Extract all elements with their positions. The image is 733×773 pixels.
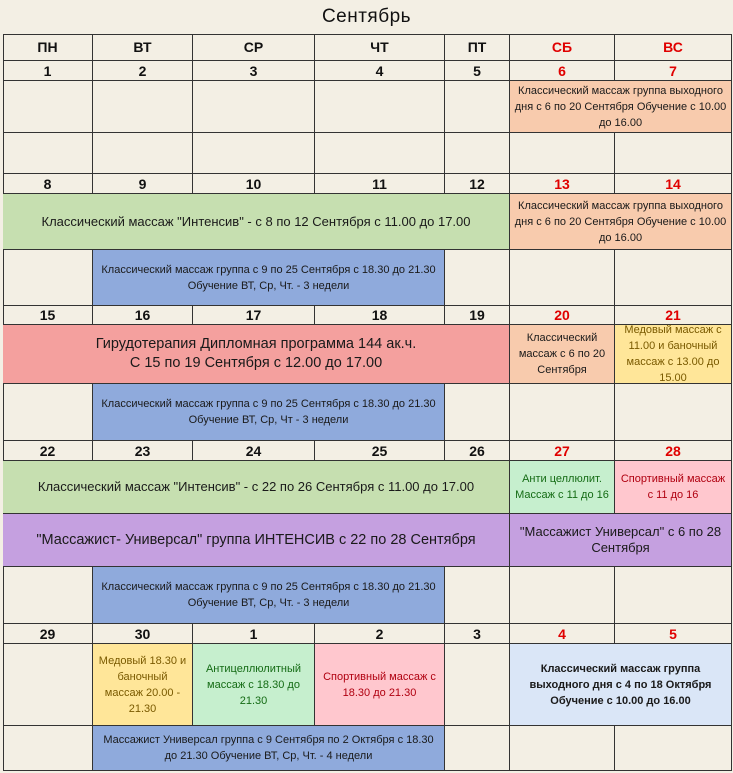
event-w3-sat-classic bbox=[510, 325, 615, 384]
day-number: 15 bbox=[3, 306, 93, 325]
empty-slot bbox=[3, 567, 93, 624]
empty-slot bbox=[445, 726, 510, 771]
day-number: 1 bbox=[3, 61, 93, 81]
event-w5-thu-sport bbox=[315, 644, 445, 726]
empty-slot bbox=[510, 133, 615, 174]
empty-slot bbox=[315, 133, 445, 174]
weekday-header: ПН bbox=[3, 34, 93, 61]
event-w2-evening-group bbox=[93, 250, 445, 306]
day-number: 4 bbox=[315, 61, 445, 81]
day-number: 23 bbox=[93, 441, 193, 461]
event-text: Классический массаж группа с 9 по 25 Сентября с 18.30 до 21.30 Обучение ВТ, Ср, Чт. - 3 недели bbox=[101, 263, 436, 292]
day-number: 5 bbox=[615, 624, 732, 644]
empty-slot bbox=[93, 81, 193, 133]
event-w5-weekend-group bbox=[510, 644, 732, 726]
event-text: Классический массаж группа с 9 по 25 Сентября с 18.30 до 21.30 Обучение ВТ, Ср, Чт. - 3 недели bbox=[101, 581, 436, 609]
weekday-header: ПТ bbox=[445, 34, 510, 61]
day-number: 24 bbox=[193, 441, 315, 461]
day-number: 2 bbox=[315, 624, 445, 644]
empty-slot bbox=[445, 81, 510, 133]
day-number: 19 bbox=[445, 306, 510, 325]
event-w5-universal-evening bbox=[93, 726, 445, 771]
day-number: 18 bbox=[315, 306, 445, 325]
event-text: Классический массаж "Интенсив" - с 22 по 26 Сентября с 11.00 до 17.00 bbox=[37, 479, 475, 494]
day-number: 5 bbox=[445, 61, 510, 81]
event-w4-sat-anticell bbox=[510, 461, 615, 514]
empty-slot bbox=[615, 567, 732, 624]
day-number: 25 bbox=[315, 441, 445, 461]
event-text: Классический массаж "Интенсив" - с 8 по 12 Сентября с 11.00 до 17.00 bbox=[41, 213, 471, 229]
day-number: 14 bbox=[615, 174, 732, 194]
day-number: 17 bbox=[193, 306, 315, 325]
day-number: 2 bbox=[93, 61, 193, 81]
empty-slot bbox=[445, 384, 510, 441]
empty-slot bbox=[510, 250, 615, 306]
empty-slot bbox=[615, 726, 732, 771]
event-text: "Массажист Универсал" с 6 по 28 Сентября bbox=[519, 524, 722, 555]
weekday-header: СБ bbox=[510, 34, 615, 61]
day-number: 7 bbox=[615, 61, 732, 81]
empty-slot bbox=[3, 133, 93, 174]
event-w5-wed-anticell bbox=[193, 644, 315, 726]
day-number: 9 bbox=[93, 174, 193, 194]
day-number: 10 bbox=[193, 174, 315, 194]
event-text-line1: Гирудотерапия Дипломная программа 144 ак.ч. bbox=[95, 336, 417, 352]
event-w1-weekend-group bbox=[510, 81, 732, 133]
month-title: Сентябрь bbox=[321, 6, 412, 27]
event-w3-sun-honey bbox=[615, 325, 732, 384]
empty-slot bbox=[445, 567, 510, 624]
weekday-header: ВС bbox=[615, 34, 732, 61]
event-text: Классический массаж группа выходного дня с 6 по 20 Сентября Обучение с 10.00 до 16.00 bbox=[514, 84, 727, 129]
day-number: 6 bbox=[510, 61, 615, 81]
empty-slot bbox=[3, 250, 93, 306]
event-text: Массажист Универсал группа с 9 Сентября по 2 Октября с 18.30 до 21.30 Обучение ВТ, Ср, Чт. - 4 недели bbox=[103, 734, 434, 762]
day-number: 3 bbox=[445, 624, 510, 644]
day-number: 16 bbox=[93, 306, 193, 325]
empty-slot bbox=[445, 133, 510, 174]
event-text-line2: С 15 по 19 Сентября с 12.00 до 17.00 bbox=[129, 355, 383, 371]
day-number: 12 bbox=[445, 174, 510, 194]
day-number: 28 bbox=[615, 441, 732, 461]
empty-slot bbox=[3, 726, 93, 771]
empty-slot bbox=[615, 384, 732, 441]
event-text: Классический массаж группа выходного дня с 6 по 20 Сентября Обучение с 10.00 до 16.00 bbox=[514, 199, 727, 244]
day-number: 8 bbox=[3, 174, 93, 194]
day-number: 1 bbox=[193, 624, 315, 644]
event-w3-evening-group bbox=[93, 384, 445, 441]
event-text: Антицеллюлитный массаж с 18.30 до 21.30 bbox=[205, 662, 302, 707]
event-text: "Массажист- Универсал" группа ИНТЕНСИВ с 22 по 28 Сентября bbox=[36, 531, 476, 548]
event-text: Спортивный массаж с 18.30 до 21.30 bbox=[323, 670, 436, 699]
event-w4-sun-sport bbox=[615, 461, 732, 514]
empty-slot bbox=[615, 250, 732, 306]
day-number: 30 bbox=[93, 624, 193, 644]
event-w4-universal-weekend bbox=[510, 514, 732, 567]
empty-slot bbox=[193, 133, 315, 174]
event-text: Классический массаж группа с 9 по 25 Сентября с 18.30 до 21.30 Обучение ВТ, Ср, Чт - 3 недели bbox=[101, 398, 436, 426]
weekday-header: ЧТ bbox=[315, 34, 445, 61]
empty-slot bbox=[3, 384, 93, 441]
day-number: 3 bbox=[193, 61, 315, 81]
day-number: 27 bbox=[510, 441, 615, 461]
empty-slot bbox=[510, 726, 615, 771]
event-text: Медовый массаж с 11.00 и баночный массаж с 13.00 до 15.00 bbox=[624, 324, 722, 384]
weekday-header: ВТ bbox=[93, 34, 193, 61]
empty-slot bbox=[615, 133, 732, 174]
empty-slot bbox=[445, 644, 510, 726]
day-number: 20 bbox=[510, 306, 615, 325]
day-number: 22 bbox=[3, 441, 93, 461]
empty-slot bbox=[193, 81, 315, 133]
day-number: 21 bbox=[615, 306, 732, 325]
empty-slot bbox=[3, 644, 93, 726]
empty-slot bbox=[510, 384, 615, 441]
weekday-header: СР bbox=[193, 34, 315, 61]
event-w2-weekend-group bbox=[510, 194, 732, 250]
event-text: Медовый 18.30 и баночный массаж 20.00 - 21.30 bbox=[98, 654, 187, 715]
event-text: Классический массаж с 6 по 20 Сентября bbox=[518, 332, 606, 376]
day-number: 4 bbox=[510, 624, 615, 644]
event-w4-evening-group bbox=[93, 567, 445, 624]
event-text: Анти целлюлит. Массаж с 11 до 16 bbox=[515, 473, 609, 501]
empty-slot bbox=[445, 250, 510, 306]
day-number: 29 bbox=[3, 624, 93, 644]
empty-slot bbox=[93, 133, 193, 174]
event-text: Классический массаж группа выходного дня с 4 по 18 Октября Обучение с 10.00 до 16.00 bbox=[529, 662, 712, 707]
day-number: 26 bbox=[445, 441, 510, 461]
day-number: 11 bbox=[315, 174, 445, 194]
event-w3-hirudo bbox=[3, 325, 510, 384]
empty-slot bbox=[315, 81, 445, 133]
empty-slot bbox=[510, 567, 615, 624]
day-number: 13 bbox=[510, 174, 615, 194]
event-w4-intensive bbox=[3, 461, 510, 514]
event-w2-intensive bbox=[3, 194, 510, 250]
event-text: Спортивный массаж с 11 до 16 bbox=[620, 473, 726, 501]
event-w4-universal-intensive bbox=[3, 514, 510, 567]
event-w5-tue-honey bbox=[93, 644, 193, 726]
empty-slot bbox=[3, 81, 93, 133]
